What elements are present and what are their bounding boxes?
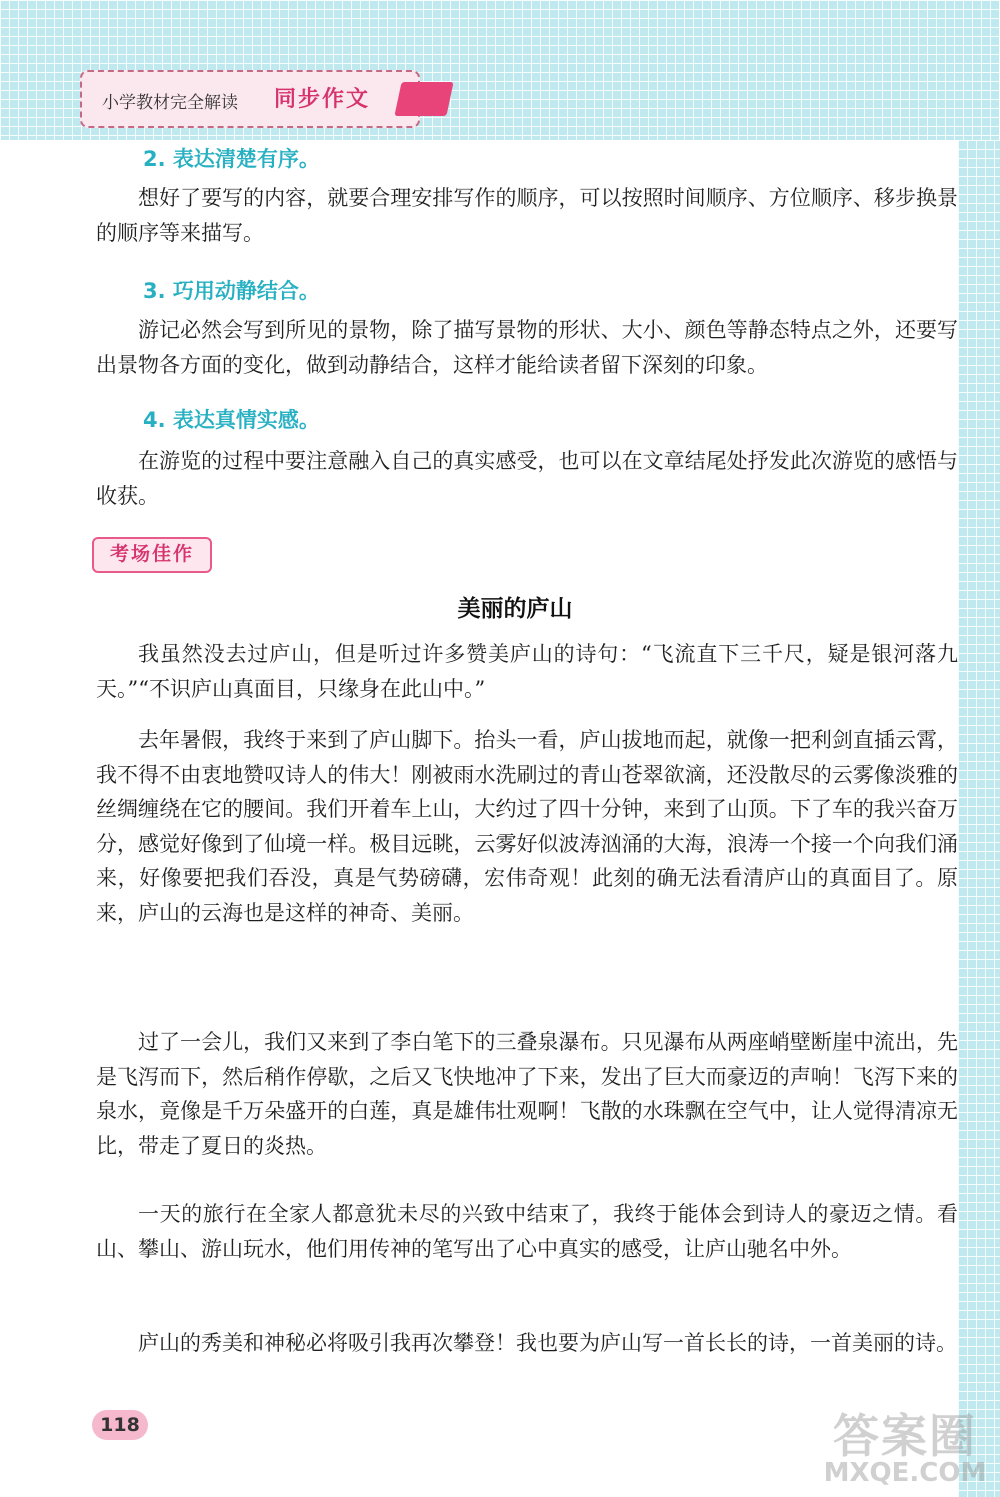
site-watermark [820,1400,990,1490]
tip-heading-4: 4. 表达真情实感。 [143,408,320,432]
tip-text-2: 想好了要写的内容，就要合理安排写作的顺序，可以按照时间顺序、方位顺序、移步换景的顺序等来描写。 [96,186,958,245]
header-tab-decoration [394,82,453,116]
book-brand-title: 同步作文 [274,87,371,112]
tip-text-4: 在游览的过程中要注意融入自己的真实感受，也可以在文章结尾处抒发此次游览的感悟与收获。 [96,449,958,508]
watermark-logo-text: 答案圈 [833,1409,977,1463]
exam-essay-badge: 考场佳作 [92,537,212,573]
tip-heading-2: 2. 表达清楚有序。 [143,147,320,171]
essay-title: 美丽的庐山 [457,596,573,622]
side-grid-strip [958,140,1000,1497]
essay-paragraph: 一天的旅行在全家人都意犹未尽的兴致中结束了，我终于能体会到诗人的豪迈之情。看山、攀山、游山玩水，他们用传神的笔写出了心中真实的感受，让庐山驰名中外。 [96,1202,958,1261]
essay-paragraph: 我虽然没去过庐山，但是听过许多赞美庐山的诗句：“飞流直下三千尺，疑是银河落九天。”“不识庐山真面目，只缘身在此山中。” [96,642,958,701]
tip-text-3: 游记必然会写到所见的景物，除了描写景物的形状、大小、颜色等静态特点之外，还要写出景物各方面的变化，做到动静结合，这样才能给读者留下深刻的印象。 [96,318,958,377]
book-header-label [80,70,420,128]
book-series-title: 小学教材完全解读 [102,93,238,113]
tip-heading-3: 3. 巧用动静结合。 [143,279,320,303]
essay-paragraph: 过了一会儿，我们又来到了李白笔下的三叠泉瀑布。只见瀑布从两座峭壁断崖中流出，先是飞泻而下，然后稍作停歇，之后又飞快地冲了下来，发出了巨大而豪迈的声响！飞泻下来的泉水，竟像是千万朵盛开的白莲，真是雄伟壮观啊！飞散的水珠飘在空气中，让人觉得清凉无比，带走了夏日的炎热。 [96,1030,958,1158]
watermark-url: MXQE.COM [823,1458,987,1488]
essay-paragraph: 去年暑假，我终于来到了庐山脚下。抬头一看，庐山拔地而起，就像一把利剑直插云霄，我不得不由衷地赞叹诗人的伟大！刚被雨水洗刷过的青山苍翠欲滴，还没散尽的云雾像淡雅的丝绸缠绕在它的腰间。我们开着车上山，大约过了四十分钟，来到了山顶。下了车的我兴奋万分，感觉好像到了仙境一样。极目远眺，云雾好似波涛汹涌的大海，浪涛一个接一个向我们涌来，好像要把我们吞没，真是气势磅礴，宏伟奇观！此刻的确无法看清庐山的真面目了。原来，庐山的云海也是这样的神奇、美丽。 [96,728,958,925]
page-number: 118 [92,1410,148,1440]
essay-paragraph: 庐山的秀美和神秘必将吸引我再次攀登！我也要为庐山写一首长长的诗，一首美丽的诗。 [138,1331,957,1355]
